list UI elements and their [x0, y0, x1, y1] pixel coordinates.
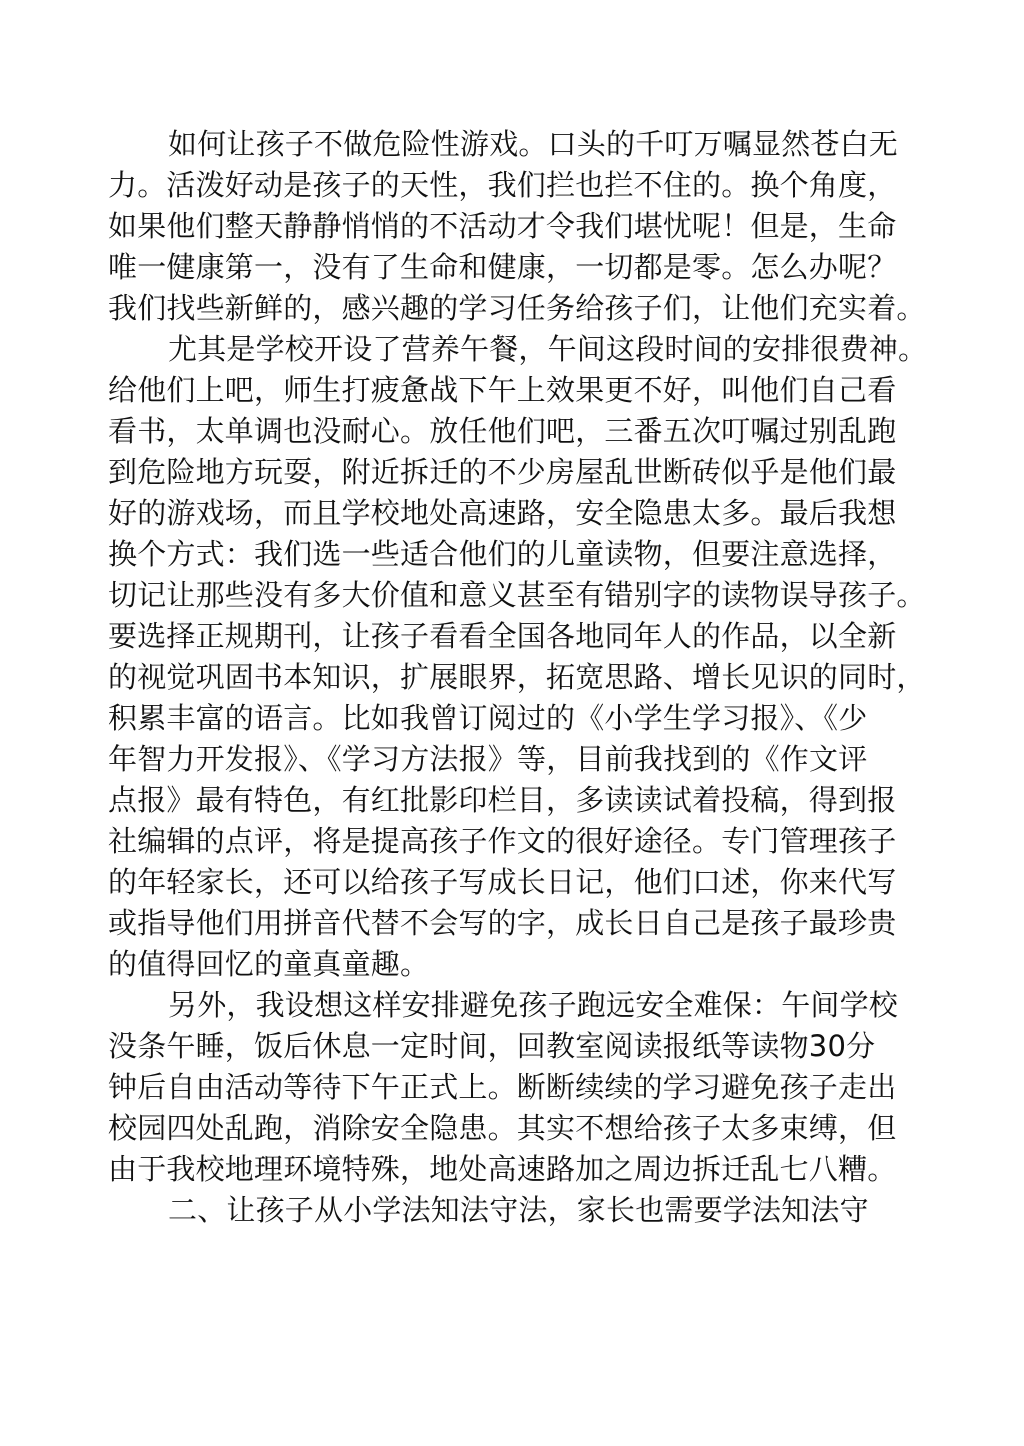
text-line: 校园四处乱跑，消除安全隐患。其实不想给孩子太多束缚，但: [108, 1111, 897, 1145]
text-line: 如果他们整天静静悄悄的不活动才令我们堪忧呢！但是，生命: [108, 209, 897, 243]
text-line: 换个方式：我们选一些适合他们的儿童读物，但要注意选择，: [108, 537, 897, 571]
text-line: 的视觉巩固书本知识，扩展眼界，拓宽思路、增长见识的同时，: [108, 660, 926, 694]
document-body: [108, 124, 928, 1231]
section-heading: 二、让孩子从小学法知法守法，家长也需要学法知法守: [168, 1193, 869, 1227]
text-line: 看书，太单调也没耐心。放任他们吧，三番五次叮嘱过别乱跑: [108, 414, 897, 448]
text-line: 没条午睡，饭后休息一定时间，回教室阅读报纸等读物30分: [108, 1029, 876, 1063]
text-line: 好的游戏场，而且学校地处高速路，安全隐患太多。最后我想: [108, 496, 897, 530]
text-line: 由于我校地理环境特殊，地处高速路加之周边拆迁乱七八糟。: [108, 1152, 897, 1186]
text-line: 的值得回忆的童真童趣。: [108, 947, 430, 981]
text-line: 点报》最有特色，有红批影印栏目，多读读试着投稿，得到报: [108, 783, 897, 817]
text-line: 到危险地方玩耍，附近拆迁的不少房屋乱世断砖似乎是他们最: [108, 455, 897, 489]
text-line: 年智力开发报》、《学习方法报》等，目前我找到的《作文评: [108, 742, 868, 776]
text-line: 社编辑的点评，将是提高孩子作文的很好途径。专门管理孩子: [108, 824, 897, 858]
text-line: 另外，我设想这样安排避免孩子跑远安全难保：午间学校: [168, 988, 899, 1022]
text-line: 如何让孩子不做危险性游戏。口头的千叮万嘱显然苍白无: [168, 127, 899, 161]
text-line: 的年轻家长，还可以给孩子写成长日记，他们口述，你来代写: [108, 865, 897, 899]
text-line: 我们找些新鲜的，感兴趣的学习任务给孩子们，让他们充实着。: [108, 291, 926, 325]
text-line: 唯一健康第一，没有了生命和健康，一切都是零。怎么办呢？: [108, 250, 897, 284]
text-line: 切记让那些没有多大价值和意义甚至有错别字的读物误导孩子。: [108, 578, 926, 612]
text-line: 要选择正规期刊，让孩子看看全国各地同年人的作品，以全新: [108, 619, 897, 653]
text-line: 给他们上吧，师生打疲惫战下午上效果更不好，叫他们自己看: [108, 373, 897, 407]
text-line: 力。活泼好动是孩子的天性，我们拦也拦不住的。换个角度，: [108, 168, 897, 202]
text-line: 积累丰富的语言。比如我曾订阅过的《小学生学习报》、《少: [108, 701, 868, 735]
text-line: 尤其是学校开设了营养午餐，午间这段时间的安排很费神。: [168, 332, 928, 366]
text-line: 或指导他们用拼音代替不会写的字，成长日自己是孩子最珍贵: [108, 906, 897, 940]
text-line: 钟后自由活动等待下午正式上。断断续续的学习避免孩子走出: [108, 1070, 897, 1104]
